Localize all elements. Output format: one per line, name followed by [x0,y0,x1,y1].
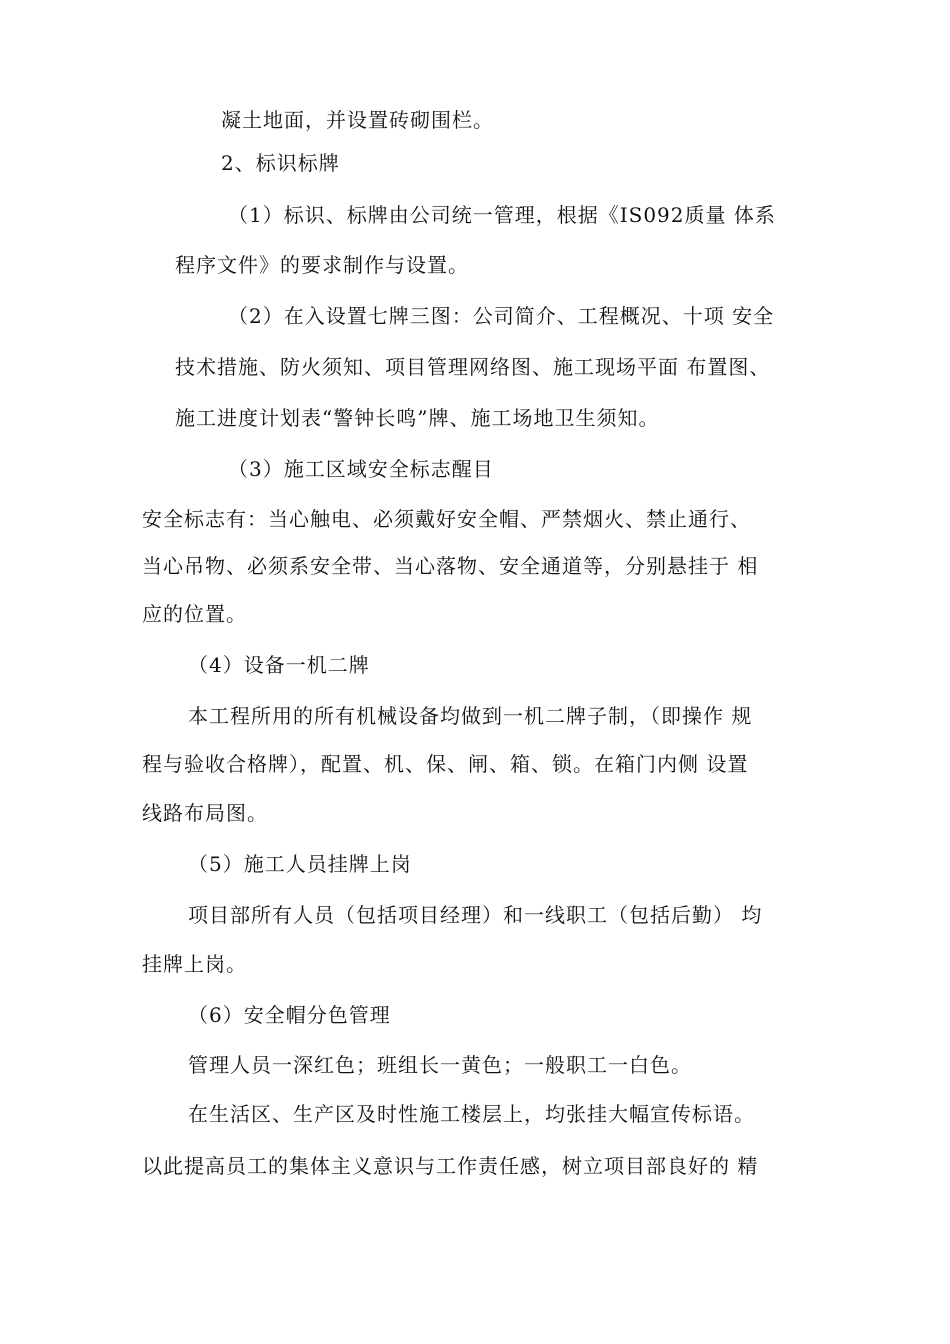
text-line: 程与验收合格牌），配置、机、保、闸、箱、锁。在箱门内侧 设置 [142,752,749,776]
section-heading: 2、标识标牌 [221,151,340,175]
text-line: 管理人员一深红色；班组长一黄色；一般职工一白色。 [188,1053,692,1077]
text-line: 线路布局图。 [142,801,268,825]
text-line: 应的位置。 [142,602,247,626]
text-line: 当心吊物、必须系安全带、当心落物、安全通道等，分别悬挂于 相 [142,554,759,578]
text-line: 程序文件》的要求制作与设置。 [175,253,469,277]
text-line: 以此提高员工的集体主义意识与工作责任感，树立项目部良好的 精 [142,1154,759,1178]
text-line: 凝土地面，并设置砖砌围栏。 [221,108,494,132]
subsection-heading: （3）施工区域安全标志醒目 [228,457,494,481]
text-line: 安全标志有：当心触电、必须戴好安全帽、严禁烟火、禁止通行、 [142,507,751,531]
text-line: 在生活区、生产区及时性施工楼层上，均张挂大幅宣传标语。 [188,1102,755,1126]
text-line: 施工进度计划表“警钟长鸣”牌、施工场地卫生须知。 [175,406,660,430]
subsection-heading: （4）设备一机二牌 [188,653,370,677]
subsection-heading: （5）施工人员挂牌上岗 [188,852,412,876]
text-line: 项目部所有人员（包括项目经理）和一线职工（包括后勤） 均 [188,903,763,927]
text-line: （2）在入设置七牌三图：公司简介、工程概况、十项 安全 [228,304,775,328]
text-line: （1）标识、标牌由公司统一管理，根据《IS092质量 体系 [228,203,776,227]
text-line: 技术措施、防火须知、项目管理网络图、施工现场平面 布置图、 [175,355,771,379]
text-line: 挂牌上岗。 [142,952,247,976]
text-line: 本工程所用的所有机械设备均做到一机二牌子制，（即操作 规 [188,704,753,728]
subsection-heading: （6）安全帽分色管理 [188,1003,391,1027]
